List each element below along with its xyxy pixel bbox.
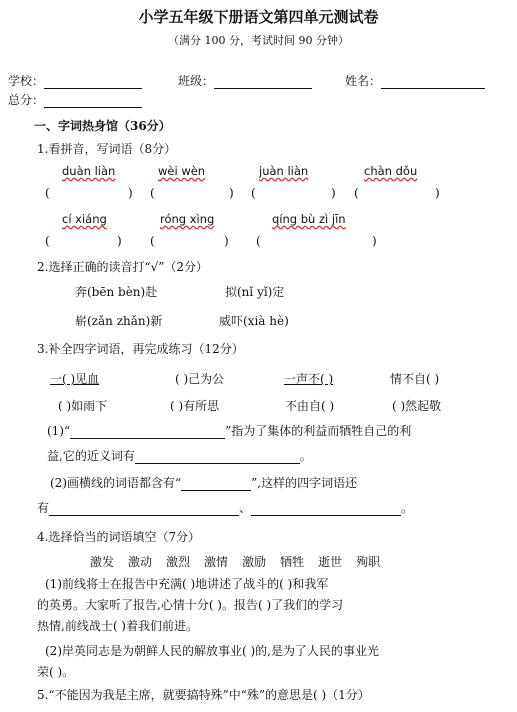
- pinyin-item: wèi wèn: [158, 164, 206, 178]
- class-field: [178, 72, 312, 89]
- pinyin-item: duàn liàn: [62, 164, 116, 178]
- word-option: 逝世: [318, 555, 343, 569]
- q3-title: 3.补全四字词语，再完成练习（12分）: [37, 342, 244, 356]
- q4-title: 4.选择恰当的词语填空（7分）: [37, 530, 201, 544]
- word-option: 殉职: [356, 555, 381, 569]
- answer-bracket[interactable]: ): [128, 186, 133, 200]
- idiom-item[interactable]: ( )有所思: [170, 399, 220, 413]
- q4-sentence[interactable]: 荣( )。: [37, 665, 75, 679]
- answer-bracket[interactable]: (: [256, 234, 261, 248]
- q2-title: 2.选择正确的读音打“√”（2分）: [37, 260, 209, 274]
- idiom-item[interactable]: 一声不( ): [284, 372, 334, 386]
- class-label: 班级：: [178, 74, 215, 88]
- answer-blank[interactable]: [135, 451, 300, 464]
- reading-item[interactable]: 崭(zǎn zhǎn)新: [75, 314, 163, 328]
- q4-sentence[interactable]: 的英勇。大家听了报告,心情十分( )。报告( )了我们的学习: [37, 598, 344, 612]
- answer-blank[interactable]: [181, 478, 251, 491]
- answer-bracket[interactable]: ): [117, 234, 122, 248]
- idiom-item[interactable]: 不由自( ): [285, 399, 335, 413]
- score-label: 总分：: [8, 93, 45, 107]
- answer-bracket[interactable]: (: [354, 186, 359, 200]
- q5-text[interactable]: 5.“不能因为我是主席，就要搞特殊”中“殊”的意思是( )（1分）: [37, 688, 370, 702]
- idiom-item[interactable]: ( )己为公: [175, 372, 225, 386]
- q1-title: 1.看拼音，写词语（8分）: [37, 142, 177, 156]
- name-blank[interactable]: [381, 76, 485, 89]
- q3-part2-line1: (2)画横线的词语都含有“ ”,这样的四字词语还: [50, 476, 358, 490]
- q3-part1-line1: (1)“ ”指为了集体的利益而牺牲自己的利: [47, 424, 412, 438]
- answer-bracket[interactable]: (: [251, 186, 256, 200]
- pinyin-item: róng xìng: [160, 212, 215, 226]
- word-option: 激动: [128, 555, 153, 569]
- pinyin-item: qíng bù zì jīn: [272, 212, 346, 226]
- section-heading: 一、字词热身馆（36分）: [34, 119, 171, 133]
- answer-bracket[interactable]: (: [45, 186, 50, 200]
- answer-bracket[interactable]: (: [150, 234, 155, 248]
- word-option: 激励: [242, 555, 267, 569]
- answer-bracket[interactable]: ): [435, 186, 440, 200]
- q4-sentence[interactable]: (2)岸英同志是为朝鲜人民的解放事业( )的,是为了人民的事业光: [45, 644, 379, 658]
- score-blank[interactable]: [44, 95, 142, 108]
- score-field: [8, 91, 142, 108]
- answer-bracket[interactable]: ): [224, 234, 229, 248]
- reading-item[interactable]: 拟(nǐ yǐ)定: [225, 285, 285, 299]
- idiom-item[interactable]: 情不自( ): [390, 372, 440, 386]
- q3-part2-line2: 有 、 。: [37, 501, 414, 515]
- reading-item[interactable]: 威吓(xià hè): [219, 314, 289, 328]
- answer-blank[interactable]: [251, 503, 401, 516]
- word-option: 激发: [90, 555, 115, 569]
- page-subtitle: （满分 100 分，考试时间 90 分钟）: [168, 34, 349, 47]
- q4-sentence[interactable]: (1)前线将士在报告中充满( )地讲述了战斗的( )和我军: [45, 577, 329, 591]
- pinyin-item: chàn dǒu: [364, 164, 418, 178]
- reading-item[interactable]: 奔(bēn bèn)赴: [75, 285, 158, 299]
- pinyin-item: cí xiáng: [62, 212, 107, 226]
- q4-sentence[interactable]: 热情,前线战士( )着我们前进。: [37, 619, 198, 633]
- idiom-item[interactable]: ( )然起敬: [392, 399, 442, 413]
- school-label: 学校：: [8, 74, 45, 88]
- word-bank: [90, 553, 380, 570]
- school-blank[interactable]: [44, 76, 142, 89]
- answer-blank[interactable]: [70, 426, 225, 439]
- answer-bracket[interactable]: (: [150, 186, 155, 200]
- word-option: 牺牲: [280, 555, 305, 569]
- name-label: 姓名：: [345, 74, 382, 88]
- answer-bracket[interactable]: ): [229, 186, 234, 200]
- q3-part1-line2: 益,它的近义词有 。: [47, 449, 312, 463]
- answer-blank[interactable]: [49, 503, 239, 516]
- idiom-item[interactable]: ( )如雨下: [58, 399, 108, 413]
- idiom-item[interactable]: 一( )见血: [50, 372, 100, 386]
- answer-bracket[interactable]: ): [331, 186, 336, 200]
- school-field: [8, 72, 142, 89]
- pinyin-item: juàn liàn: [259, 164, 309, 178]
- page-title: 小学五年级下册语文第四单元测试卷: [138, 8, 379, 26]
- class-blank[interactable]: [214, 76, 312, 89]
- name-field: [345, 72, 485, 89]
- answer-bracket[interactable]: ): [372, 234, 377, 248]
- answer-bracket[interactable]: (: [45, 234, 50, 248]
- word-option: 激烈: [166, 555, 191, 569]
- word-option: 激情: [204, 555, 229, 569]
